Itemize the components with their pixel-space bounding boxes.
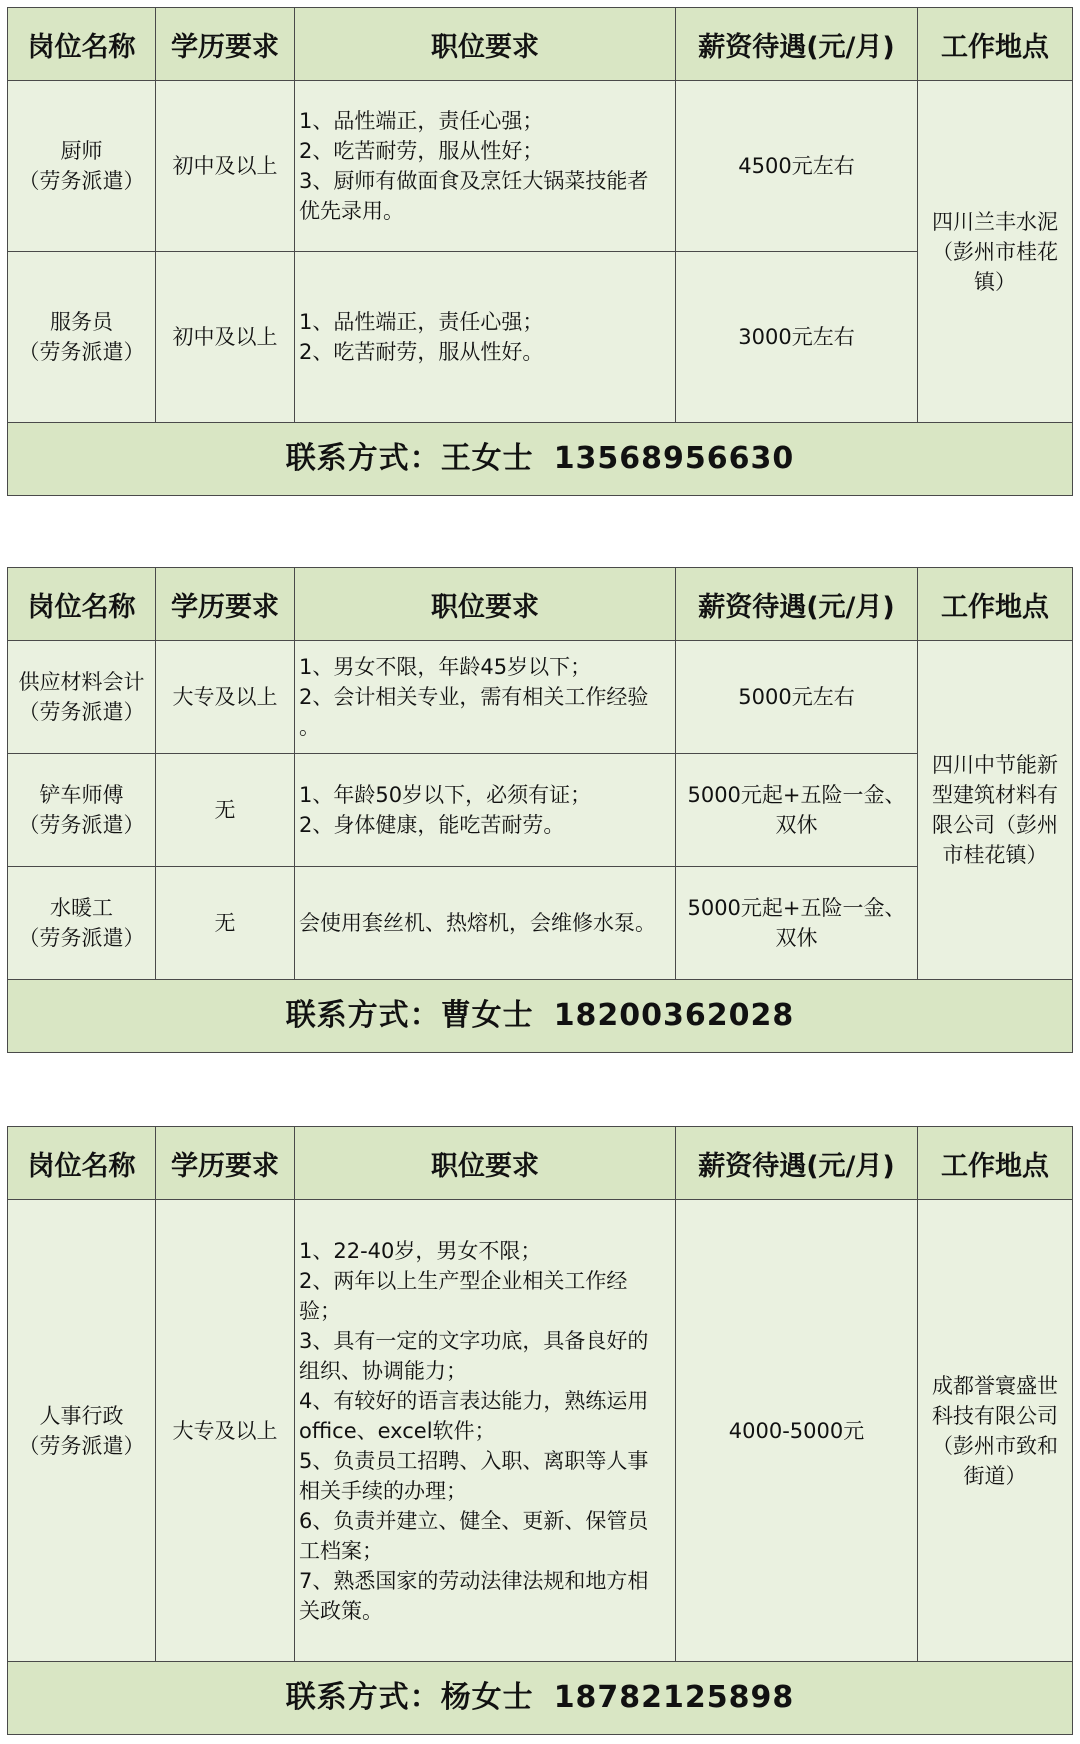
location-cell xyxy=(918,1200,1073,1662)
education-cell: 大专及以上 xyxy=(156,641,295,754)
position-type: （劳务派遣） xyxy=(18,1433,145,1458)
education-cell: 无 xyxy=(156,754,295,867)
salary-cell xyxy=(676,867,918,980)
table-row xyxy=(8,252,1073,423)
requirement-line: 5、负责员工招聘、入职、离职等人事 xyxy=(299,1448,649,1473)
salary-line: 双休 xyxy=(775,813,818,837)
requirement-line: 。 xyxy=(299,715,320,739)
header-salary: 薪资待遇(元/月) xyxy=(676,1127,918,1200)
education-cell: 初中及以上 xyxy=(156,252,295,423)
position-name: 供应材料会计 xyxy=(18,670,145,694)
contact-person: 王女士 xyxy=(440,441,534,476)
requirement-line: 4、有较好的语言表达能力，熟练运用 xyxy=(299,1388,649,1413)
requirements-cell xyxy=(295,1200,676,1662)
header-education: 学历要求 xyxy=(156,8,295,81)
location-line: （彭州市致和 xyxy=(932,1433,1058,1458)
table-row xyxy=(8,81,1073,252)
salary-cell: 4500元左右 xyxy=(676,81,918,252)
requirement-line: 7、熟悉国家的劳动法律法规和地方相 xyxy=(299,1568,649,1593)
location-cell xyxy=(918,81,1073,423)
contact-phone: 18200362028 xyxy=(553,998,795,1033)
salary-line: 5000元起+五险一金、 xyxy=(687,783,906,807)
salary-cell: 3000元左右 xyxy=(676,252,918,423)
contact-phone: 13568956630 xyxy=(553,441,795,476)
requirements-cell xyxy=(295,252,676,423)
requirement-line: 3、厨师有做面食及烹饪大锅菜技能者 xyxy=(299,169,649,193)
contact-label: 联系方式： xyxy=(285,441,441,476)
requirement-line: 1、年龄50岁以下，必须有证； xyxy=(299,783,592,807)
requirement-line: 验； xyxy=(299,1298,341,1323)
table-row xyxy=(8,867,1073,980)
location-cell xyxy=(918,641,1073,980)
table-row xyxy=(8,1200,1073,1662)
header-position-name: 岗位名称 xyxy=(8,8,156,81)
requirement-line: 2、吃苦耐劳，服从性好； xyxy=(299,139,544,163)
requirement-line: 关政策。 xyxy=(299,1598,383,1623)
requirements-cell xyxy=(295,641,676,754)
salary-cell: 5000元左右 xyxy=(676,641,918,754)
header-position-name: 岗位名称 xyxy=(8,1127,156,1200)
requirement-line: 1、品性端正，责任心强； xyxy=(299,310,544,334)
table-header-row xyxy=(8,568,1073,641)
education-cell: 初中及以上 xyxy=(156,81,295,252)
table-row xyxy=(8,641,1073,754)
contact-row xyxy=(8,980,1073,1053)
position-name-cell xyxy=(8,1200,156,1662)
position-name: 铲车师傅 xyxy=(39,783,124,807)
education-cell: 大专及以上 xyxy=(156,1200,295,1662)
header-requirements: 职位要求 xyxy=(295,8,676,81)
position-name: 服务员 xyxy=(50,310,113,334)
location-line: 街道） xyxy=(963,1463,1027,1488)
position-name-cell xyxy=(8,641,156,754)
requirement-line: 相关手续的办理； xyxy=(299,1478,467,1503)
contact-person: 曹女士 xyxy=(440,998,534,1033)
requirement-line: 1、品性端正，责任心强； xyxy=(299,109,544,133)
position-name: 水暖工 xyxy=(50,896,113,920)
contact-person: 杨女士 xyxy=(440,1680,534,1715)
location-line: 成都誉寰盛世 xyxy=(932,1373,1058,1398)
header-education: 学历要求 xyxy=(156,568,295,641)
position-type: （劳务派遣） xyxy=(18,169,145,193)
position-name-cell xyxy=(8,81,156,252)
requirement-line: 6、负责并建立、健全、更新、保管员 xyxy=(299,1508,649,1533)
header-requirements: 职位要求 xyxy=(295,1127,676,1200)
contact-phone: 18782125898 xyxy=(553,1680,795,1715)
requirement-line: 1、男女不限，年龄45岁以下； xyxy=(299,655,592,679)
contact-row xyxy=(8,423,1073,496)
salary-cell: 4000-5000元 xyxy=(676,1200,918,1662)
requirement-line: 3、具有一定的文字功底，具备良好的 xyxy=(299,1328,649,1353)
position-name-cell xyxy=(8,252,156,423)
location-line: 市桂花镇） xyxy=(942,843,1048,867)
header-salary: 薪资待遇(元/月) xyxy=(676,8,918,81)
table-header-row xyxy=(8,8,1073,81)
salary-line: 5000元起+五险一金、 xyxy=(687,896,906,920)
contact-label: 联系方式： xyxy=(285,998,441,1033)
location-line: （彭州市桂花 xyxy=(932,239,1058,264)
position-name-cell xyxy=(8,867,156,980)
requirement-line: office、excel软件； xyxy=(299,1418,496,1443)
header-location: 工作地点 xyxy=(918,1127,1073,1200)
requirement-line: 优先录用。 xyxy=(299,199,404,223)
requirement-line: 会使用套丝机、热熔机，会维修水泵。 xyxy=(299,911,656,935)
header-location: 工作地点 xyxy=(918,8,1073,81)
location-line: 型建筑材料有 xyxy=(932,783,1058,807)
position-type: （劳务派遣） xyxy=(18,340,145,364)
salary-cell xyxy=(676,754,918,867)
position-type: （劳务派遣） xyxy=(18,926,145,950)
contact-cell xyxy=(8,980,1073,1053)
job-table-2 xyxy=(7,567,1073,1053)
location-line: 四川兰丰水泥 xyxy=(932,209,1058,234)
table-header-row xyxy=(8,1127,1073,1200)
location-line: 镇） xyxy=(974,269,1016,294)
requirement-line: 2、吃苦耐劳，服从性好。 xyxy=(299,340,544,364)
table-row xyxy=(8,754,1073,867)
requirement-line: 2、会计相关专业，需有相关工作经验 xyxy=(299,685,649,709)
requirements-cell xyxy=(295,81,676,252)
requirements-cell xyxy=(295,754,676,867)
requirement-line: 2、身体健康，能吃苦耐劳。 xyxy=(299,813,565,837)
position-type: （劳务派遣） xyxy=(18,813,145,837)
contact-cell xyxy=(8,1662,1073,1735)
contact-row xyxy=(8,1662,1073,1735)
position-name: 厨师 xyxy=(60,139,103,163)
requirement-line: 1、22-40岁，男女不限； xyxy=(299,1238,542,1263)
position-name-cell xyxy=(8,754,156,867)
job-table-1 xyxy=(7,7,1073,496)
contact-cell xyxy=(8,423,1073,496)
location-line: 四川中节能新 xyxy=(932,753,1058,777)
requirement-line: 2、两年以上生产型企业相关工作经 xyxy=(299,1268,628,1293)
location-line: 限公司（彭州 xyxy=(932,813,1058,837)
job-table-3 xyxy=(7,1126,1073,1735)
education-cell: 无 xyxy=(156,867,295,980)
header-salary: 薪资待遇(元/月) xyxy=(676,568,918,641)
position-name: 人事行政 xyxy=(39,1403,124,1428)
requirement-line: 工档案； xyxy=(299,1538,383,1563)
header-location: 工作地点 xyxy=(918,568,1073,641)
header-requirements: 职位要求 xyxy=(295,568,676,641)
position-type: （劳务派遣） xyxy=(18,700,145,724)
location-line: 科技有限公司 xyxy=(932,1403,1058,1428)
contact-label: 联系方式： xyxy=(285,1680,441,1715)
requirements-cell xyxy=(295,867,676,980)
header-education: 学历要求 xyxy=(156,1127,295,1200)
header-position-name: 岗位名称 xyxy=(8,568,156,641)
requirement-line: 组织、协调能力； xyxy=(299,1358,467,1383)
salary-line: 双休 xyxy=(775,926,818,950)
